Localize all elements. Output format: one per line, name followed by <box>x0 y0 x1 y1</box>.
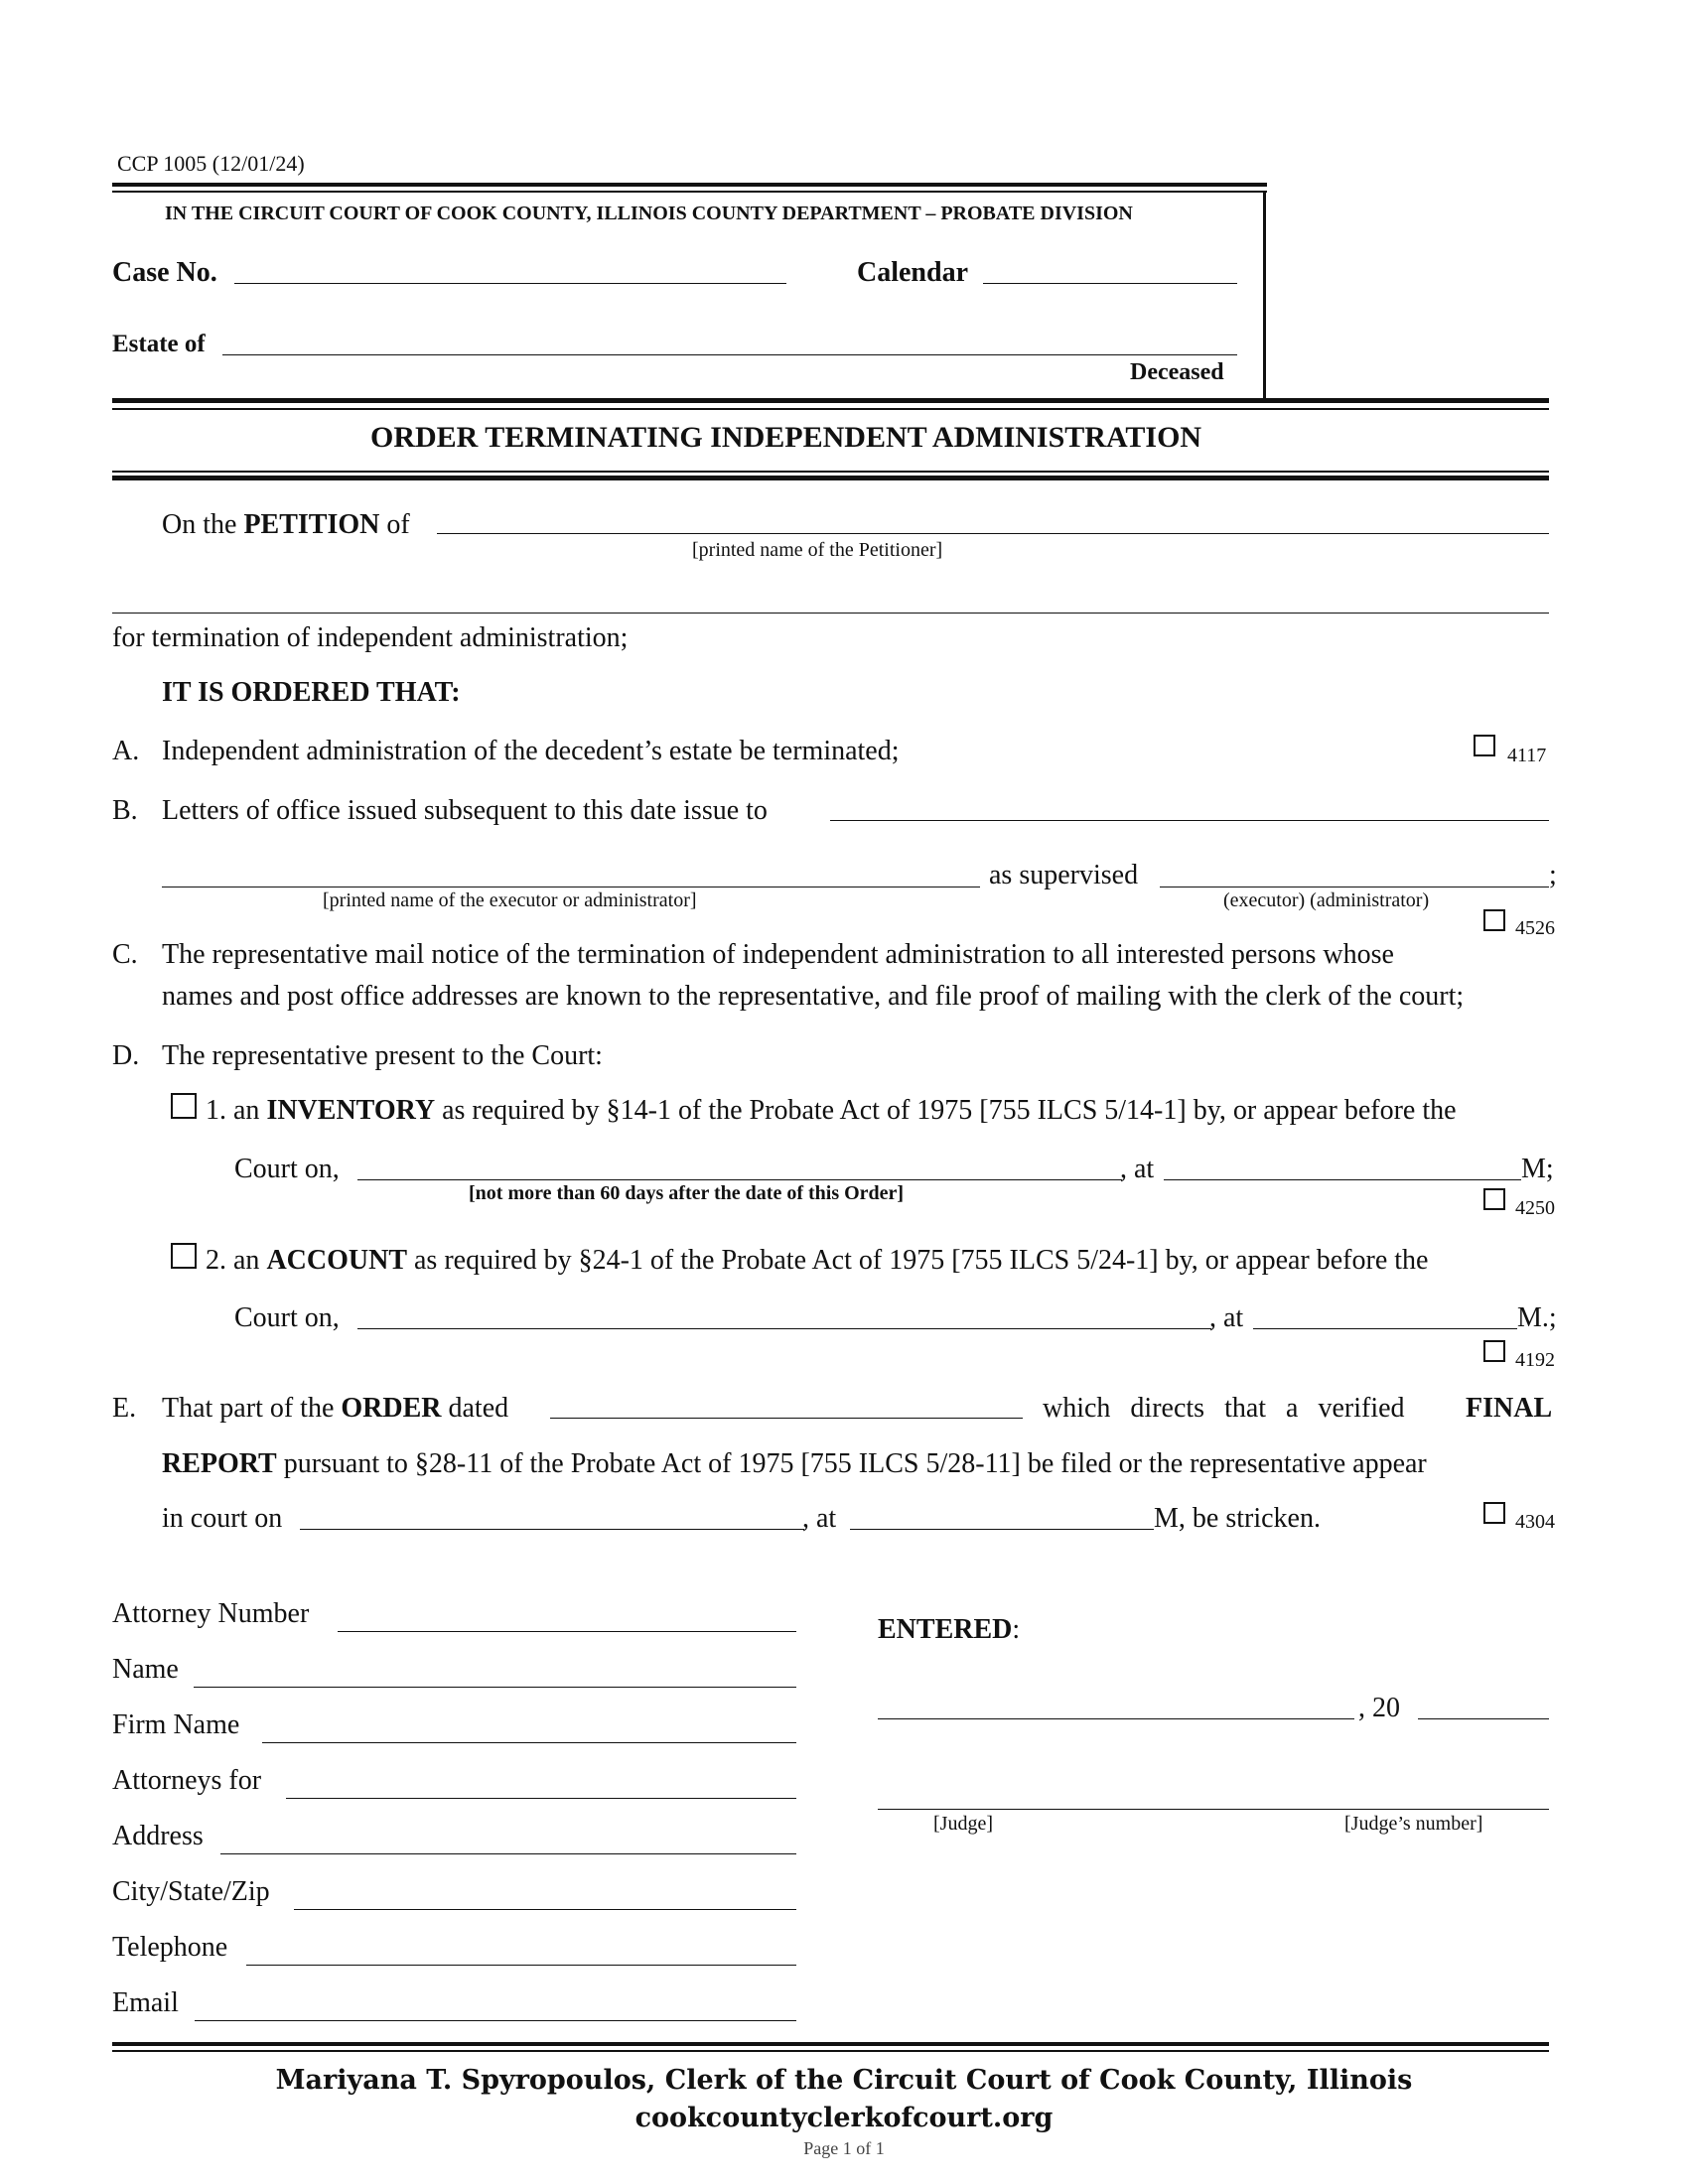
item-d-letter: D. <box>112 1040 140 1071</box>
name-label: Name <box>112 1654 179 1685</box>
code-4117: 4117 <box>1507 745 1547 766</box>
item-d-text: The representative present to the Court: <box>162 1040 603 1071</box>
code-4192: 4192 <box>1515 1349 1555 1371</box>
executor-name-caption: [printed name of the executor or administrator] <box>323 889 697 911</box>
executor-role-caption: (executor) (administrator) <box>1223 889 1430 911</box>
telephone-field[interactable] <box>246 1965 796 1966</box>
item-e-final: FINAL <box>1466 1393 1553 1424</box>
checkbox-4192[interactable] <box>1483 1340 1505 1362</box>
case-no-field[interactable] <box>234 283 786 284</box>
header-right-rule <box>1263 191 1266 401</box>
petitioner-caption: [printed name of the Petitioner] <box>692 539 943 561</box>
account-time-field[interactable] <box>1253 1328 1517 1329</box>
judge-number-caption: [Judge’s number] <box>1344 1813 1483 1835</box>
email-label: Email <box>112 1987 179 2018</box>
deceased-label: Deceased <box>1130 359 1224 385</box>
inventory-date-field[interactable] <box>357 1179 1122 1180</box>
item-b-letter: B. <box>112 795 138 826</box>
account-court-on: Court on, <box>234 1302 340 1333</box>
checkbox-4304[interactable] <box>1483 1502 1505 1524</box>
judge-caption: [Judge] <box>933 1813 993 1835</box>
title-top-rule <box>112 398 1549 403</box>
ordered-heading: IT IS ORDERED THAT: <box>162 677 461 708</box>
form-id: CCP 1005 (12/01/24) <box>117 151 305 176</box>
item-e-stricken: M, be stricken. <box>1154 1503 1321 1534</box>
inventory-time-field[interactable] <box>1164 1179 1521 1180</box>
address-field[interactable] <box>220 1853 796 1854</box>
email-field[interactable] <box>195 2020 796 2021</box>
city-state-zip-label: City/State/Zip <box>112 1876 270 1907</box>
item-e-in-court: in court on <box>162 1503 283 1534</box>
inventory-court-on: Court on, <box>234 1154 340 1184</box>
petition-purpose: for termination of independent administration; <box>112 622 629 653</box>
item-c-line1: The representative mail notice of the termination of independent administration to all interested persons whose <box>162 939 1394 970</box>
item-e-directs: which directs that a verified <box>1043 1393 1405 1424</box>
item-b-semicolon: ; <box>1549 860 1557 890</box>
checkbox-4250[interactable] <box>1483 1188 1505 1210</box>
account-date-field[interactable] <box>357 1328 1211 1329</box>
item-b-text: Letters of office issued subsequent to this date issue to <box>162 795 768 826</box>
attorney-number-field[interactable] <box>338 1631 796 1632</box>
checkbox-inventory[interactable] <box>171 1093 197 1119</box>
account-m: M.; <box>1517 1302 1557 1333</box>
inventory-caption: [not more than 60 days after the date of this Order] <box>469 1182 905 1204</box>
entered-year-prefix: , 20 <box>1358 1693 1400 1723</box>
item-c-line2: names and post office addresses are known to the representative, and file proof of mailing with the clerk of the court; <box>162 981 1465 1012</box>
final-report-time-field[interactable] <box>850 1529 1154 1530</box>
judge-signature-field[interactable] <box>878 1809 1549 1810</box>
estate-field[interactable] <box>222 354 1237 355</box>
entered-label: ENTERED: <box>878 1614 1021 1645</box>
final-report-date-field[interactable] <box>300 1529 804 1530</box>
clerk-website[interactable]: cookcountyclerkofcourt.org <box>634 2103 1054 2133</box>
code-4250: 4250 <box>1515 1197 1555 1219</box>
letters-issue-to-field[interactable] <box>830 820 1549 821</box>
firm-name-field[interactable] <box>262 1742 796 1743</box>
title-top-rule-thin <box>112 408 1549 410</box>
inventory-line: 1. an INVENTORY as required by §14-1 of the Probate Act of 1975 [755 ILCS 5/14-1] by, or appear before the <box>206 1095 1457 1126</box>
clerk-name: Mariyana T. Spyropoulos, Clerk of the Circuit Court of Cook County, Illinois <box>275 2065 1413 2096</box>
telephone-label: Telephone <box>112 1932 228 1963</box>
code-4304: 4304 <box>1515 1511 1555 1533</box>
as-supervised-label: as supervised <box>989 860 1139 890</box>
inventory-m: M; <box>1521 1154 1554 1184</box>
header-top-rule <box>112 183 1267 187</box>
firm-name-label: Firm Name <box>112 1709 240 1740</box>
item-a-letter: A. <box>112 736 140 766</box>
checkbox-account[interactable] <box>171 1243 197 1269</box>
attorneys-for-label: Attorneys for <box>112 1765 262 1796</box>
title-bottom-rule <box>112 476 1549 480</box>
footer-rule-thin <box>112 2050 1549 2052</box>
code-4526: 4526 <box>1515 917 1555 939</box>
address-label: Address <box>112 1821 204 1851</box>
page-title: ORDER TERMINATING INDEPENDENT ADMINISTRATION <box>370 421 1202 454</box>
inventory-at: , at <box>1120 1154 1155 1184</box>
petitioner-name-field-2[interactable] <box>112 613 1549 614</box>
item-a-text: Independent administration of the decedent’s estate be terminated; <box>162 736 900 766</box>
calendar-field[interactable] <box>983 283 1237 284</box>
item-e-part1: That part of the ORDER dated <box>162 1393 509 1424</box>
name-field[interactable] <box>194 1687 796 1688</box>
checkbox-4526[interactable] <box>1483 909 1505 931</box>
city-state-zip-field[interactable] <box>294 1909 796 1910</box>
item-e-at: , at <box>802 1503 837 1534</box>
order-date-field[interactable] <box>550 1418 1023 1419</box>
account-line: 2. an ACCOUNT as required by §24-1 of the Probate Act of 1975 [755 ILCS 5/24-1] by, or appear before the <box>206 1245 1429 1276</box>
checkbox-4117[interactable] <box>1474 735 1495 756</box>
calendar-label: Calendar <box>857 257 968 288</box>
entered-year-field[interactable] <box>1418 1718 1549 1719</box>
petitioner-name-field[interactable] <box>437 533 1549 534</box>
item-c-letter: C. <box>112 939 138 970</box>
footer-rule <box>112 2042 1549 2046</box>
estate-label: Estate of <box>112 331 206 357</box>
attorneys-for-field[interactable] <box>286 1798 796 1799</box>
page-number: Page 1 of 1 <box>803 2138 885 2158</box>
title-bottom-rule-thin <box>112 471 1549 473</box>
item-e-line2: REPORT pursuant to §28-11 of the Probate Act of 1975 [755 ILCS 5/28-11] be filed or the representative appear <box>162 1448 1427 1479</box>
court-heading: IN THE CIRCUIT COURT OF COOK COUNTY, ILLINOIS COUNTY DEPARTMENT – PROBATE DIVISION <box>165 203 1133 224</box>
entered-date-field[interactable] <box>878 1718 1354 1719</box>
header-top-rule-thin <box>112 191 1267 193</box>
attorney-number-label: Attorney Number <box>112 1598 310 1629</box>
item-e-letter: E. <box>112 1393 137 1424</box>
case-no-label: Case No. <box>112 257 217 288</box>
petition-line: On the PETITION of <box>162 509 410 540</box>
account-at: , at <box>1209 1302 1244 1333</box>
